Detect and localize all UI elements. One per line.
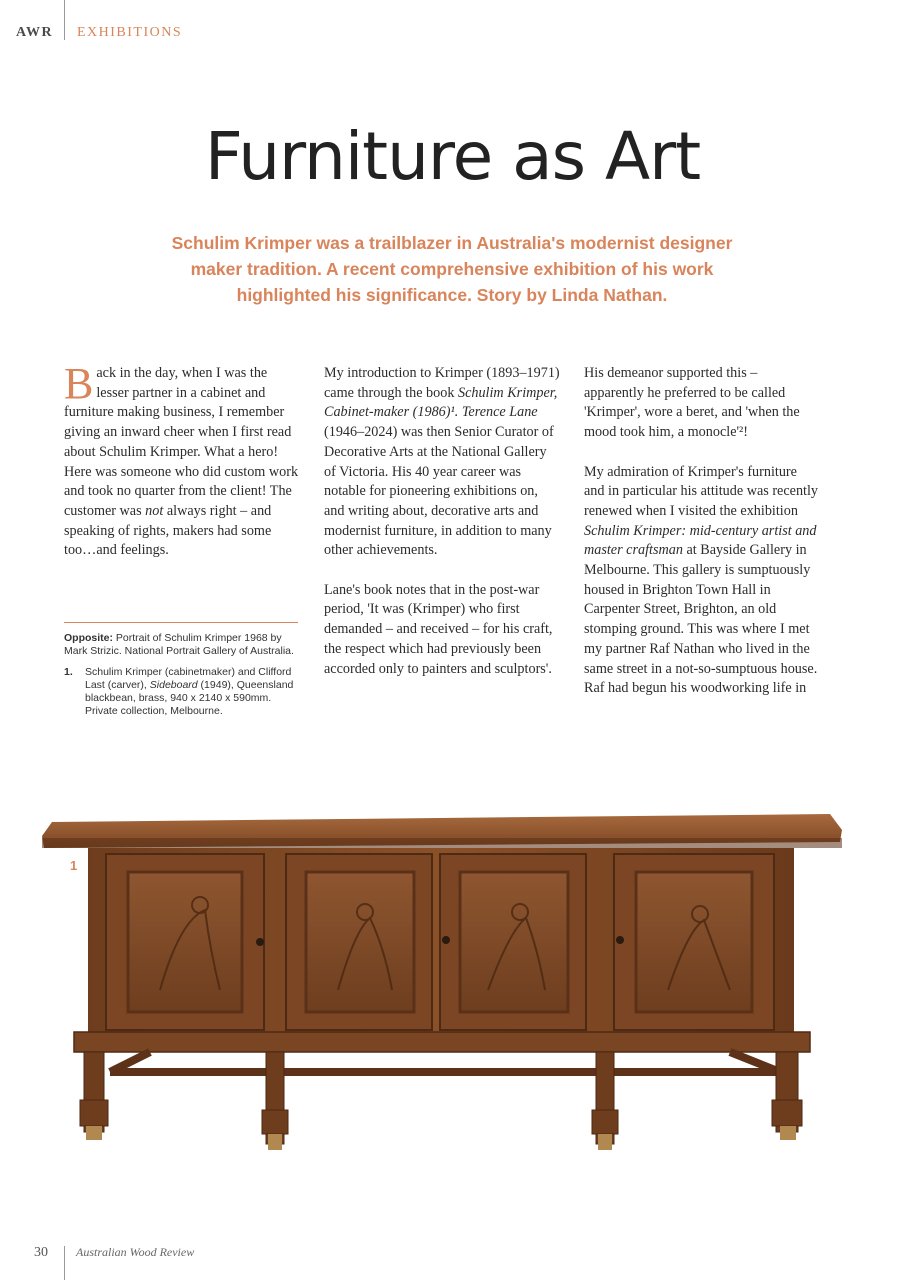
paragraph <box>584 463 820 699</box>
paragraph: Lane's book notes that in the post-war period, 'It was (Krimper) who first demanded – and received – for his craft, the respect which had previously been accorded only to painters and sculptors'. <box>324 581 553 677</box>
text-column-1 <box>64 359 300 561</box>
caption-opposite <box>64 632 298 658</box>
text-column-2 <box>324 364 560 679</box>
footnote-number: 1. <box>64 666 73 678</box>
paragraph <box>64 359 300 561</box>
article-title: Furniture as Art <box>204 118 701 195</box>
text-run: always right – and speaking of rights, makers had some too…and feelings. <box>64 502 272 559</box>
page-number: 30 <box>34 1245 48 1260</box>
text-run: My admiration of Krimper's furniture and in particular his attitude was recently renewed when I visited the exhibition <box>584 463 819 519</box>
text-run: Schulim Krimper (cabinetmaker) and Clifford Last (carver), <box>85 666 292 691</box>
emphasis: not <box>145 502 164 519</box>
text-run: My introduction to Krimper (1893–1971) came through the book <box>324 365 560 401</box>
text-column-3 <box>584 364 820 699</box>
figure-number: 1 <box>70 858 78 873</box>
magazine-name: Australian Wood Review <box>76 1245 195 1259</box>
text-run: (1949), Queensland blackbean, brass, 940 x 2140 x 590mm. Private collection, Melbourne. <box>85 679 294 717</box>
page-header <box>0 0 905 50</box>
captions-block <box>64 622 298 718</box>
artwork-title: Sideboard <box>149 679 198 691</box>
section-label: EXHIBITIONS <box>77 25 183 40</box>
exhibition-title: Schulim Krimper: mid-century artist and master craftsman <box>584 522 817 559</box>
sideboard-photo <box>40 800 846 1160</box>
book-title: Schulim Krimper, Cabinet-maker (1986)¹. Terence Lane <box>324 384 558 421</box>
sideboard-legs <box>80 1052 802 1144</box>
article-standfirst: Schulim Krimper was a trailblazer in Australia's modernist designer maker tradition. A recent comprehensive exhibition of his work highlighted his significance. Story by Linda Nathan. <box>171 233 733 305</box>
brass-feet <box>86 1126 796 1150</box>
door-handle <box>442 936 450 944</box>
sideboard-doors <box>106 854 774 1030</box>
caption-footnote-1 <box>64 666 298 718</box>
footer-divider <box>64 1246 65 1280</box>
door-handle <box>256 938 264 946</box>
text-run: at Bayside Gallery in Melbourne. This gallery is sumptuously housed in Brighton Town Hall in Carpenter Street, Brighton, an old stomping ground. This was where I met my partner Raf Nathan who lived in the same street in a not-so-sumptuous house. Raf had begun his woodworking life in <box>584 542 818 697</box>
drop-cap: B <box>64 359 94 408</box>
sideboard-base-rail <box>74 1032 810 1052</box>
caption-text: Portrait of Schulim Krimper 1968 by Mark Strizic. National Portrait Gallery of Australia. <box>64 632 294 657</box>
text-run: ack in the day, when I was the lesser partner in a cabinet and furniture making business, I remember giving an inward cheer when I first read about Schulim Krimper. What a hero! Here was someone who did custom work and took no quarter from the client! The customer was <box>64 365 299 519</box>
paragraph: His demeanor supported this – apparently he preferred to be called 'Krimper', wore a beret, and 'when the mood took him, a monocle'²! <box>584 365 800 441</box>
caption-label: Opposite: <box>64 632 113 644</box>
stretcher <box>110 1068 780 1076</box>
header-divider <box>64 0 65 40</box>
text-run: (1946–2024) was then Senior Curator of Decorative Arts at the National Gallery of Victoria. His 40 year career was notable for pioneering exhibitions on, and writing about, decorative arts and modernist furniture, in addition to many other achievements. <box>324 424 554 559</box>
footnote-text <box>85 666 298 718</box>
door-handle <box>616 936 624 944</box>
page-footer <box>0 1240 905 1280</box>
brand-logo: AWR <box>16 25 54 40</box>
paragraph <box>324 364 560 561</box>
